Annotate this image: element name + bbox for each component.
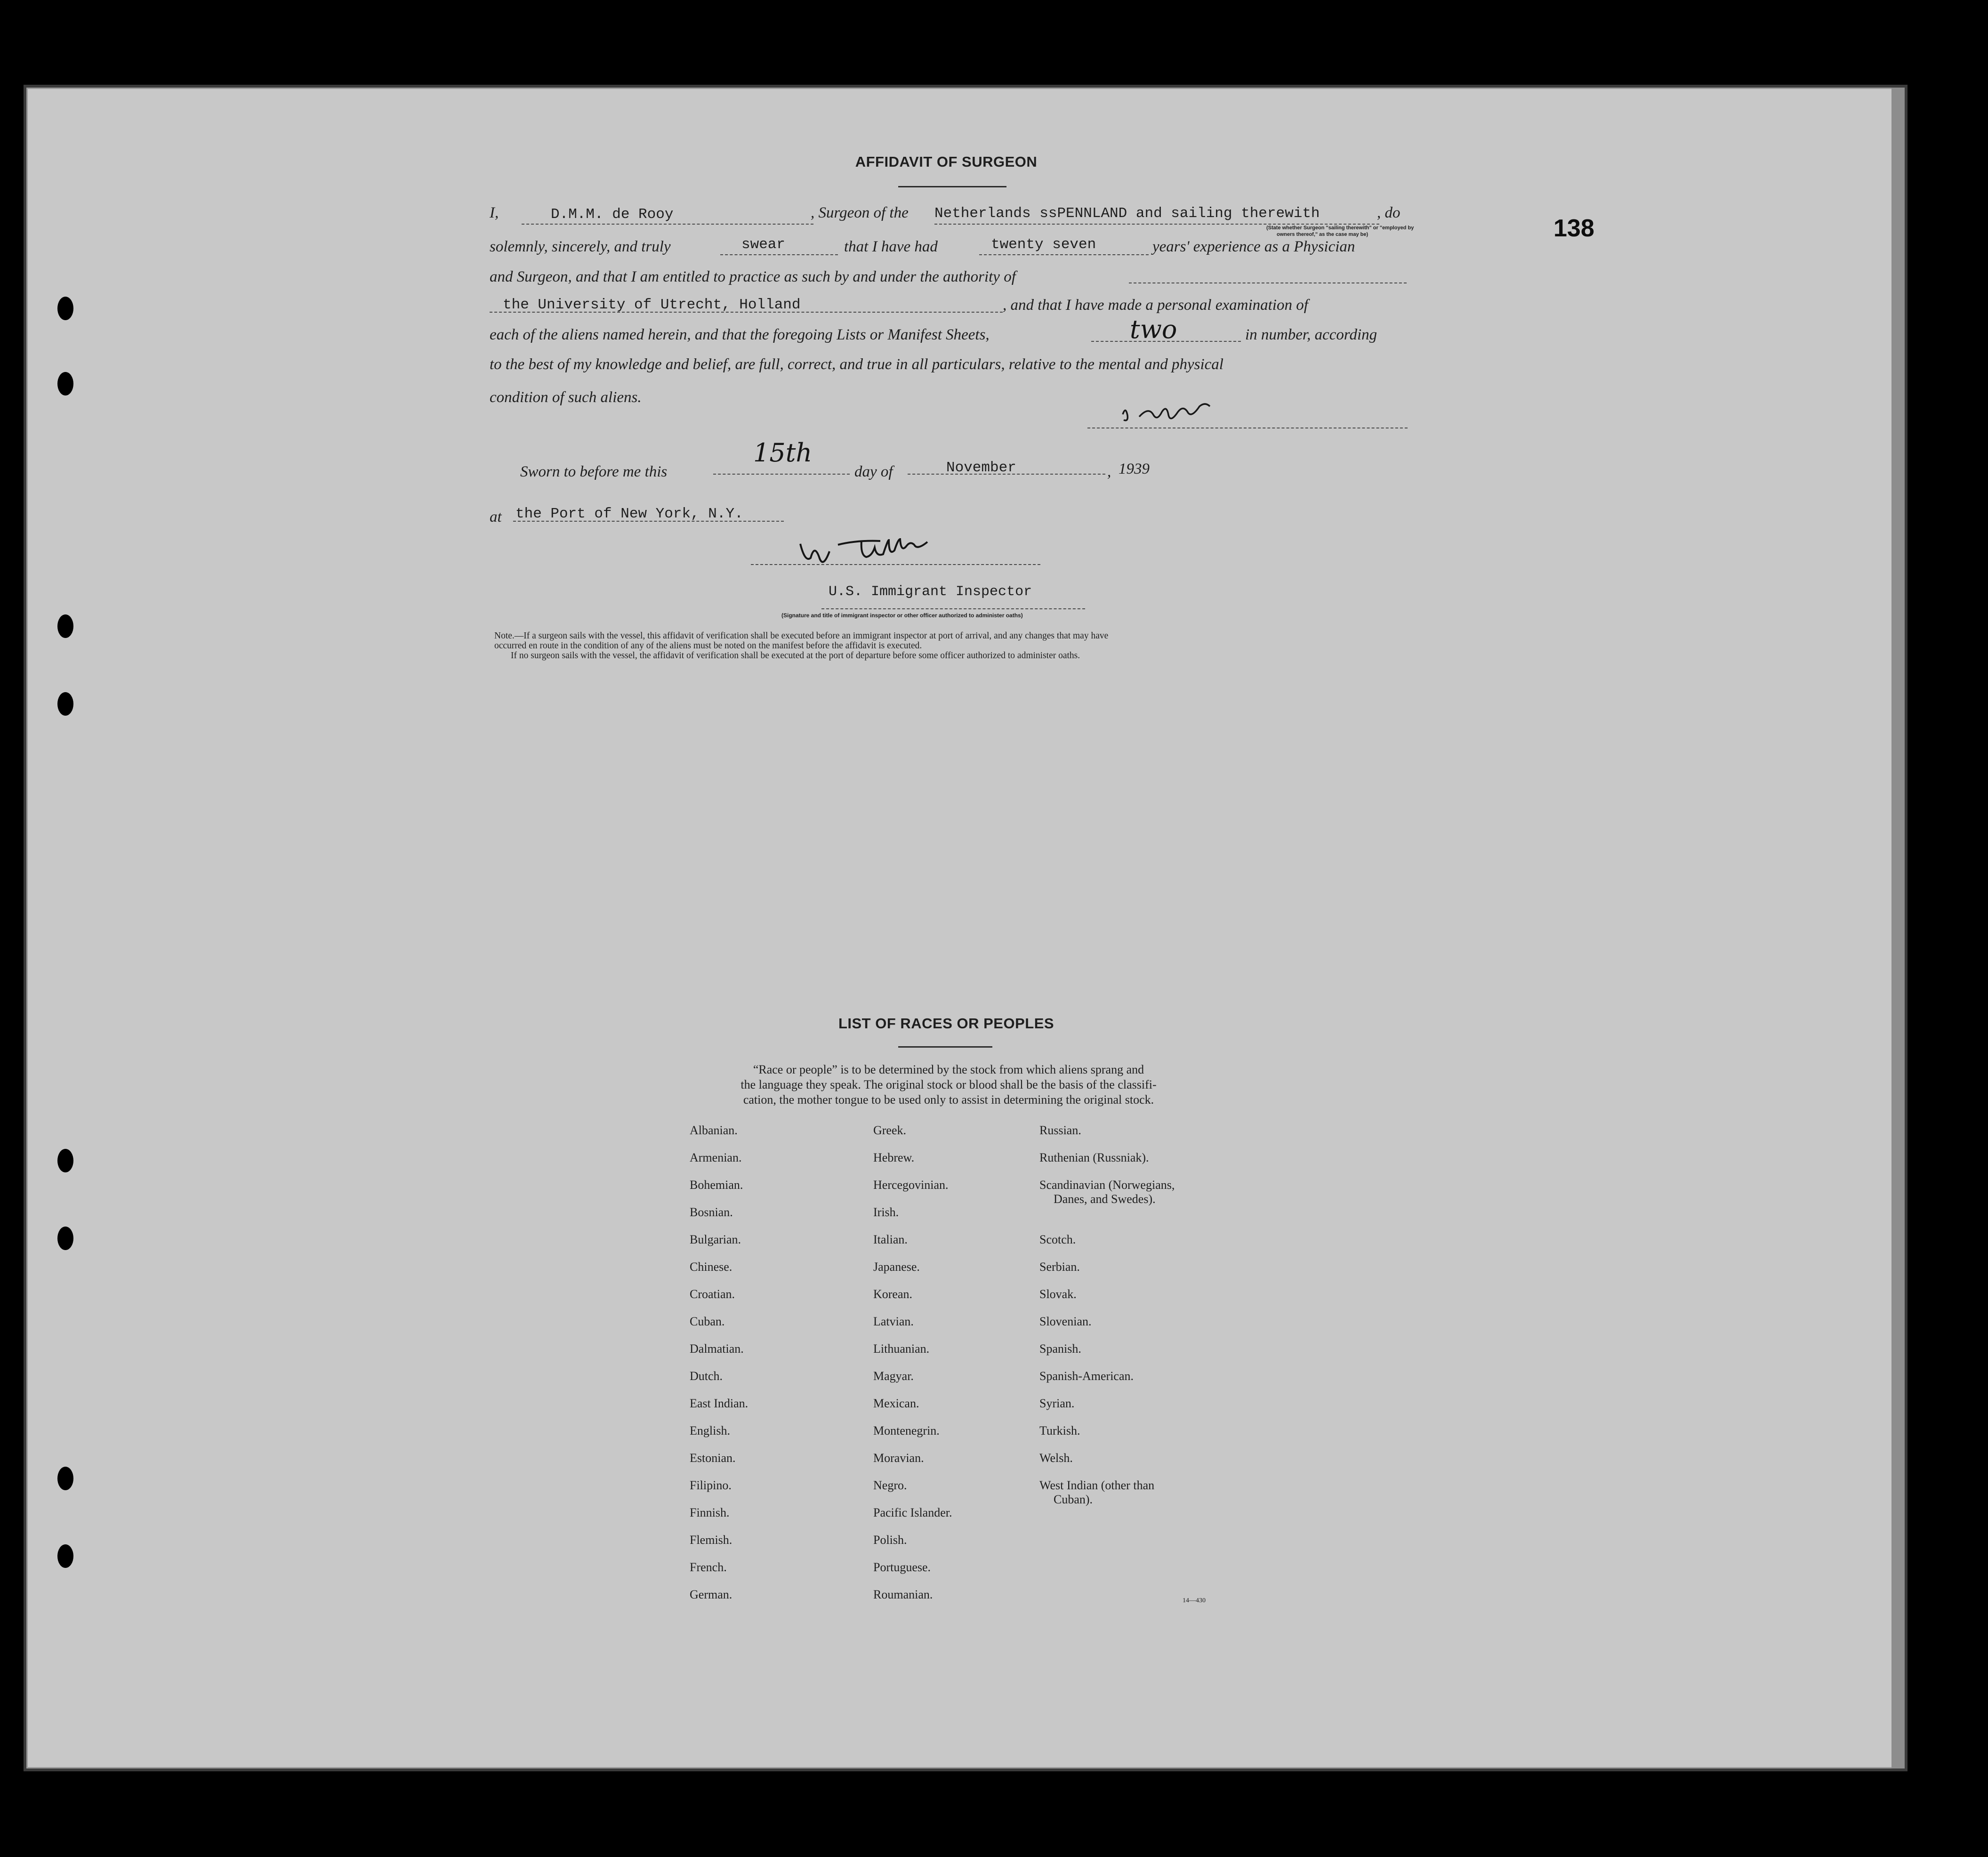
page-number-stamp: 138 bbox=[1553, 215, 1594, 242]
race-item: Russian. bbox=[1039, 1123, 1081, 1137]
race-item: French. bbox=[690, 1560, 727, 1574]
race-item: Negro. bbox=[873, 1478, 907, 1492]
authority: the University of Utrecht, Holland bbox=[503, 297, 801, 313]
aff-text-day-of: day of bbox=[854, 463, 893, 480]
affidavit-title: AFFIDAVIT OF SURGEON bbox=[855, 153, 1038, 170]
race-item: Italian. bbox=[873, 1233, 908, 1246]
vessel-name: Netherlands ssPENNLAND and sailing therewith bbox=[934, 205, 1320, 222]
race-item: Latvian. bbox=[873, 1315, 914, 1328]
race-item: Cuban. bbox=[690, 1315, 725, 1328]
race-item: Filipino. bbox=[690, 1478, 732, 1492]
race-item: East Indian. bbox=[690, 1397, 749, 1410]
punch-hole bbox=[57, 692, 73, 716]
years-blank bbox=[979, 254, 1149, 255]
aff-text-had: that I have had bbox=[844, 238, 938, 255]
aff-text-i: I, bbox=[490, 204, 499, 221]
race-item: Estonian. bbox=[690, 1451, 736, 1465]
race-item: English. bbox=[690, 1424, 730, 1437]
race-item: Irish. bbox=[873, 1205, 899, 1219]
aff-text-at: at bbox=[490, 509, 502, 525]
race-item: Croatian. bbox=[690, 1287, 735, 1301]
race-item: Albanian. bbox=[690, 1123, 738, 1137]
races-intro-line: cation, the mother tongue to be used only to assist in determining the original stock. bbox=[743, 1093, 1154, 1106]
race-item: Scotch. bbox=[1039, 1233, 1076, 1246]
aff-text-surgeon-of: , Surgeon of the bbox=[811, 204, 909, 221]
aff-text-comma: , bbox=[1107, 463, 1111, 480]
aff-text-do: , do bbox=[1377, 204, 1400, 221]
race-item: Bosnian. bbox=[690, 1205, 733, 1219]
race-item: Syrian. bbox=[1039, 1397, 1075, 1410]
race-item: Scandinavian (Norwegians, bbox=[1039, 1178, 1175, 1192]
race-item: Finnish. bbox=[690, 1506, 730, 1519]
day-blank bbox=[713, 474, 850, 475]
sworn-year: 1939 bbox=[1119, 460, 1150, 477]
aff-text-each-alien: each of the aliens named herein, and that the foregoing Lists or Manifest Sheets, bbox=[490, 326, 990, 343]
race-item: Serbian. bbox=[1039, 1260, 1080, 1274]
sheets-count-handwritten: two bbox=[1130, 315, 1177, 344]
small-print-signature-title: (Signature and title of immigrant inspector or other officer authorized to administer oaths) bbox=[781, 612, 1023, 619]
races-intro bbox=[678, 1062, 1219, 1107]
race-item: West Indian (other than bbox=[1039, 1478, 1155, 1492]
races-intro-line: the language they speak. The original stock or blood shall be the basis of the classifi- bbox=[740, 1078, 1157, 1091]
inspector-signature bbox=[796, 534, 984, 567]
race-item: Armenian. bbox=[690, 1151, 742, 1164]
race-item: Hercegovinian. bbox=[873, 1178, 949, 1192]
race-item: Spanish. bbox=[1039, 1342, 1081, 1356]
race-item: Montenegrin. bbox=[873, 1424, 940, 1437]
race-item: Dutch. bbox=[690, 1369, 723, 1383]
race-item: Flemish. bbox=[690, 1533, 732, 1547]
races-title-rule bbox=[898, 1046, 992, 1048]
race-item: Dalmatian. bbox=[690, 1342, 744, 1356]
title-rule bbox=[898, 186, 1006, 187]
officer-title: U.S. Immigrant Inspector bbox=[829, 584, 1032, 600]
race-item: German. bbox=[690, 1588, 732, 1601]
aff-text-years-experience: years' experience as a Physician bbox=[1152, 238, 1355, 255]
race-item: Korean. bbox=[873, 1287, 913, 1301]
aff-text-solemnly: solemnly, sincerely, and truly bbox=[490, 238, 671, 255]
race-item: Mexican. bbox=[873, 1397, 919, 1410]
races-intro-line: “Race or people” is to be determined by the stock from which aliens sprang and bbox=[753, 1063, 1144, 1076]
race-item: Polish. bbox=[873, 1533, 907, 1547]
oath-word: swear bbox=[741, 236, 786, 253]
small-print-state-whether: (State whether Surgeon "sailing therewith" or "employed by bbox=[1266, 225, 1414, 231]
aff-text-knowledge: to the best of my knowledge and belief, are full, correct, and true in all particulars, relative to the mental and physical bbox=[490, 356, 1223, 373]
punch-hole bbox=[57, 372, 73, 396]
note-line-3: If no surgeon sails with the vessel, the affidavit of verification shall be executed at the port of departure before some officer authorized to administer oaths. bbox=[511, 651, 1080, 661]
race-item: Ruthenian (Russniak). bbox=[1039, 1151, 1149, 1164]
sworn-day-handwritten: 15th bbox=[753, 438, 813, 468]
aff-text-in-number: in number, according bbox=[1245, 326, 1377, 343]
small-print-owners: owners thereof," as the case may be) bbox=[1277, 232, 1368, 237]
race-item: Spanish-American. bbox=[1039, 1369, 1134, 1383]
aff-text-and-surgeon: and Surgeon, and that I am entitled to practice as such by and under the authority of bbox=[490, 268, 1016, 285]
race-item: Magyar. bbox=[873, 1369, 914, 1383]
punch-hole bbox=[57, 1149, 73, 1172]
race-item: Welsh. bbox=[1039, 1451, 1073, 1465]
race-item-continued: Danes, and Swedes). bbox=[1054, 1192, 1156, 1206]
race-item: Portuguese. bbox=[873, 1560, 931, 1574]
sworn-place: the Port of New York, N.Y. bbox=[515, 506, 743, 522]
surgeon-name-blank bbox=[522, 224, 813, 225]
race-item: Chinese. bbox=[690, 1260, 732, 1274]
race-item: Moravian. bbox=[873, 1451, 924, 1465]
race-item: Bulgarian. bbox=[690, 1233, 741, 1246]
years-count: twenty seven bbox=[991, 236, 1096, 253]
surgeon-signature bbox=[1120, 403, 1238, 431]
race-item: Lithuanian. bbox=[873, 1342, 930, 1356]
race-item: Greek. bbox=[873, 1123, 907, 1137]
punch-hole bbox=[57, 614, 73, 638]
note-line-2: occurred en route in the condition of any of the aliens must be noted on the manifest before the affidavit is executed. bbox=[494, 641, 922, 651]
aff-text-sworn: Sworn to before me this bbox=[520, 463, 668, 480]
race-item: Pacific Islander. bbox=[873, 1506, 952, 1519]
surgeon-name: D.M.M. de Rooy bbox=[551, 206, 674, 223]
punch-hole bbox=[57, 297, 73, 320]
race-item-continued: Cuban). bbox=[1054, 1493, 1093, 1506]
punch-hole bbox=[57, 1467, 73, 1490]
race-item: Slovak. bbox=[1039, 1287, 1077, 1301]
race-item: Roumanian. bbox=[873, 1588, 933, 1601]
race-item: Turkish. bbox=[1039, 1424, 1080, 1437]
sworn-month: November bbox=[946, 460, 1016, 476]
page-edge bbox=[1891, 88, 1905, 1768]
race-item: Hebrew. bbox=[873, 1151, 915, 1164]
note-line-1: Note.—If a surgeon sails with the vessel, this affidavit of verification shall be executed before an immigrant inspector at port of arrival, and any changes that may have bbox=[494, 631, 1109, 641]
race-item: Japanese. bbox=[873, 1260, 920, 1274]
punch-hole bbox=[57, 1544, 73, 1568]
punch-hole bbox=[57, 1227, 73, 1250]
races-title: LIST OF RACES OR PEOPLES bbox=[838, 1015, 1054, 1032]
aff-text-condition: condition of such aliens. bbox=[490, 389, 642, 406]
oath-blank bbox=[720, 254, 838, 255]
vessel-blank bbox=[934, 224, 1379, 225]
race-item: Bohemian. bbox=[690, 1178, 743, 1192]
aff-text-personal-exam: , and that I have made a personal examination of bbox=[1003, 297, 1308, 314]
officer-title-line bbox=[821, 608, 1085, 609]
race-item: Slovenian. bbox=[1039, 1315, 1092, 1328]
form-number: 14—430 bbox=[1183, 1597, 1206, 1604]
